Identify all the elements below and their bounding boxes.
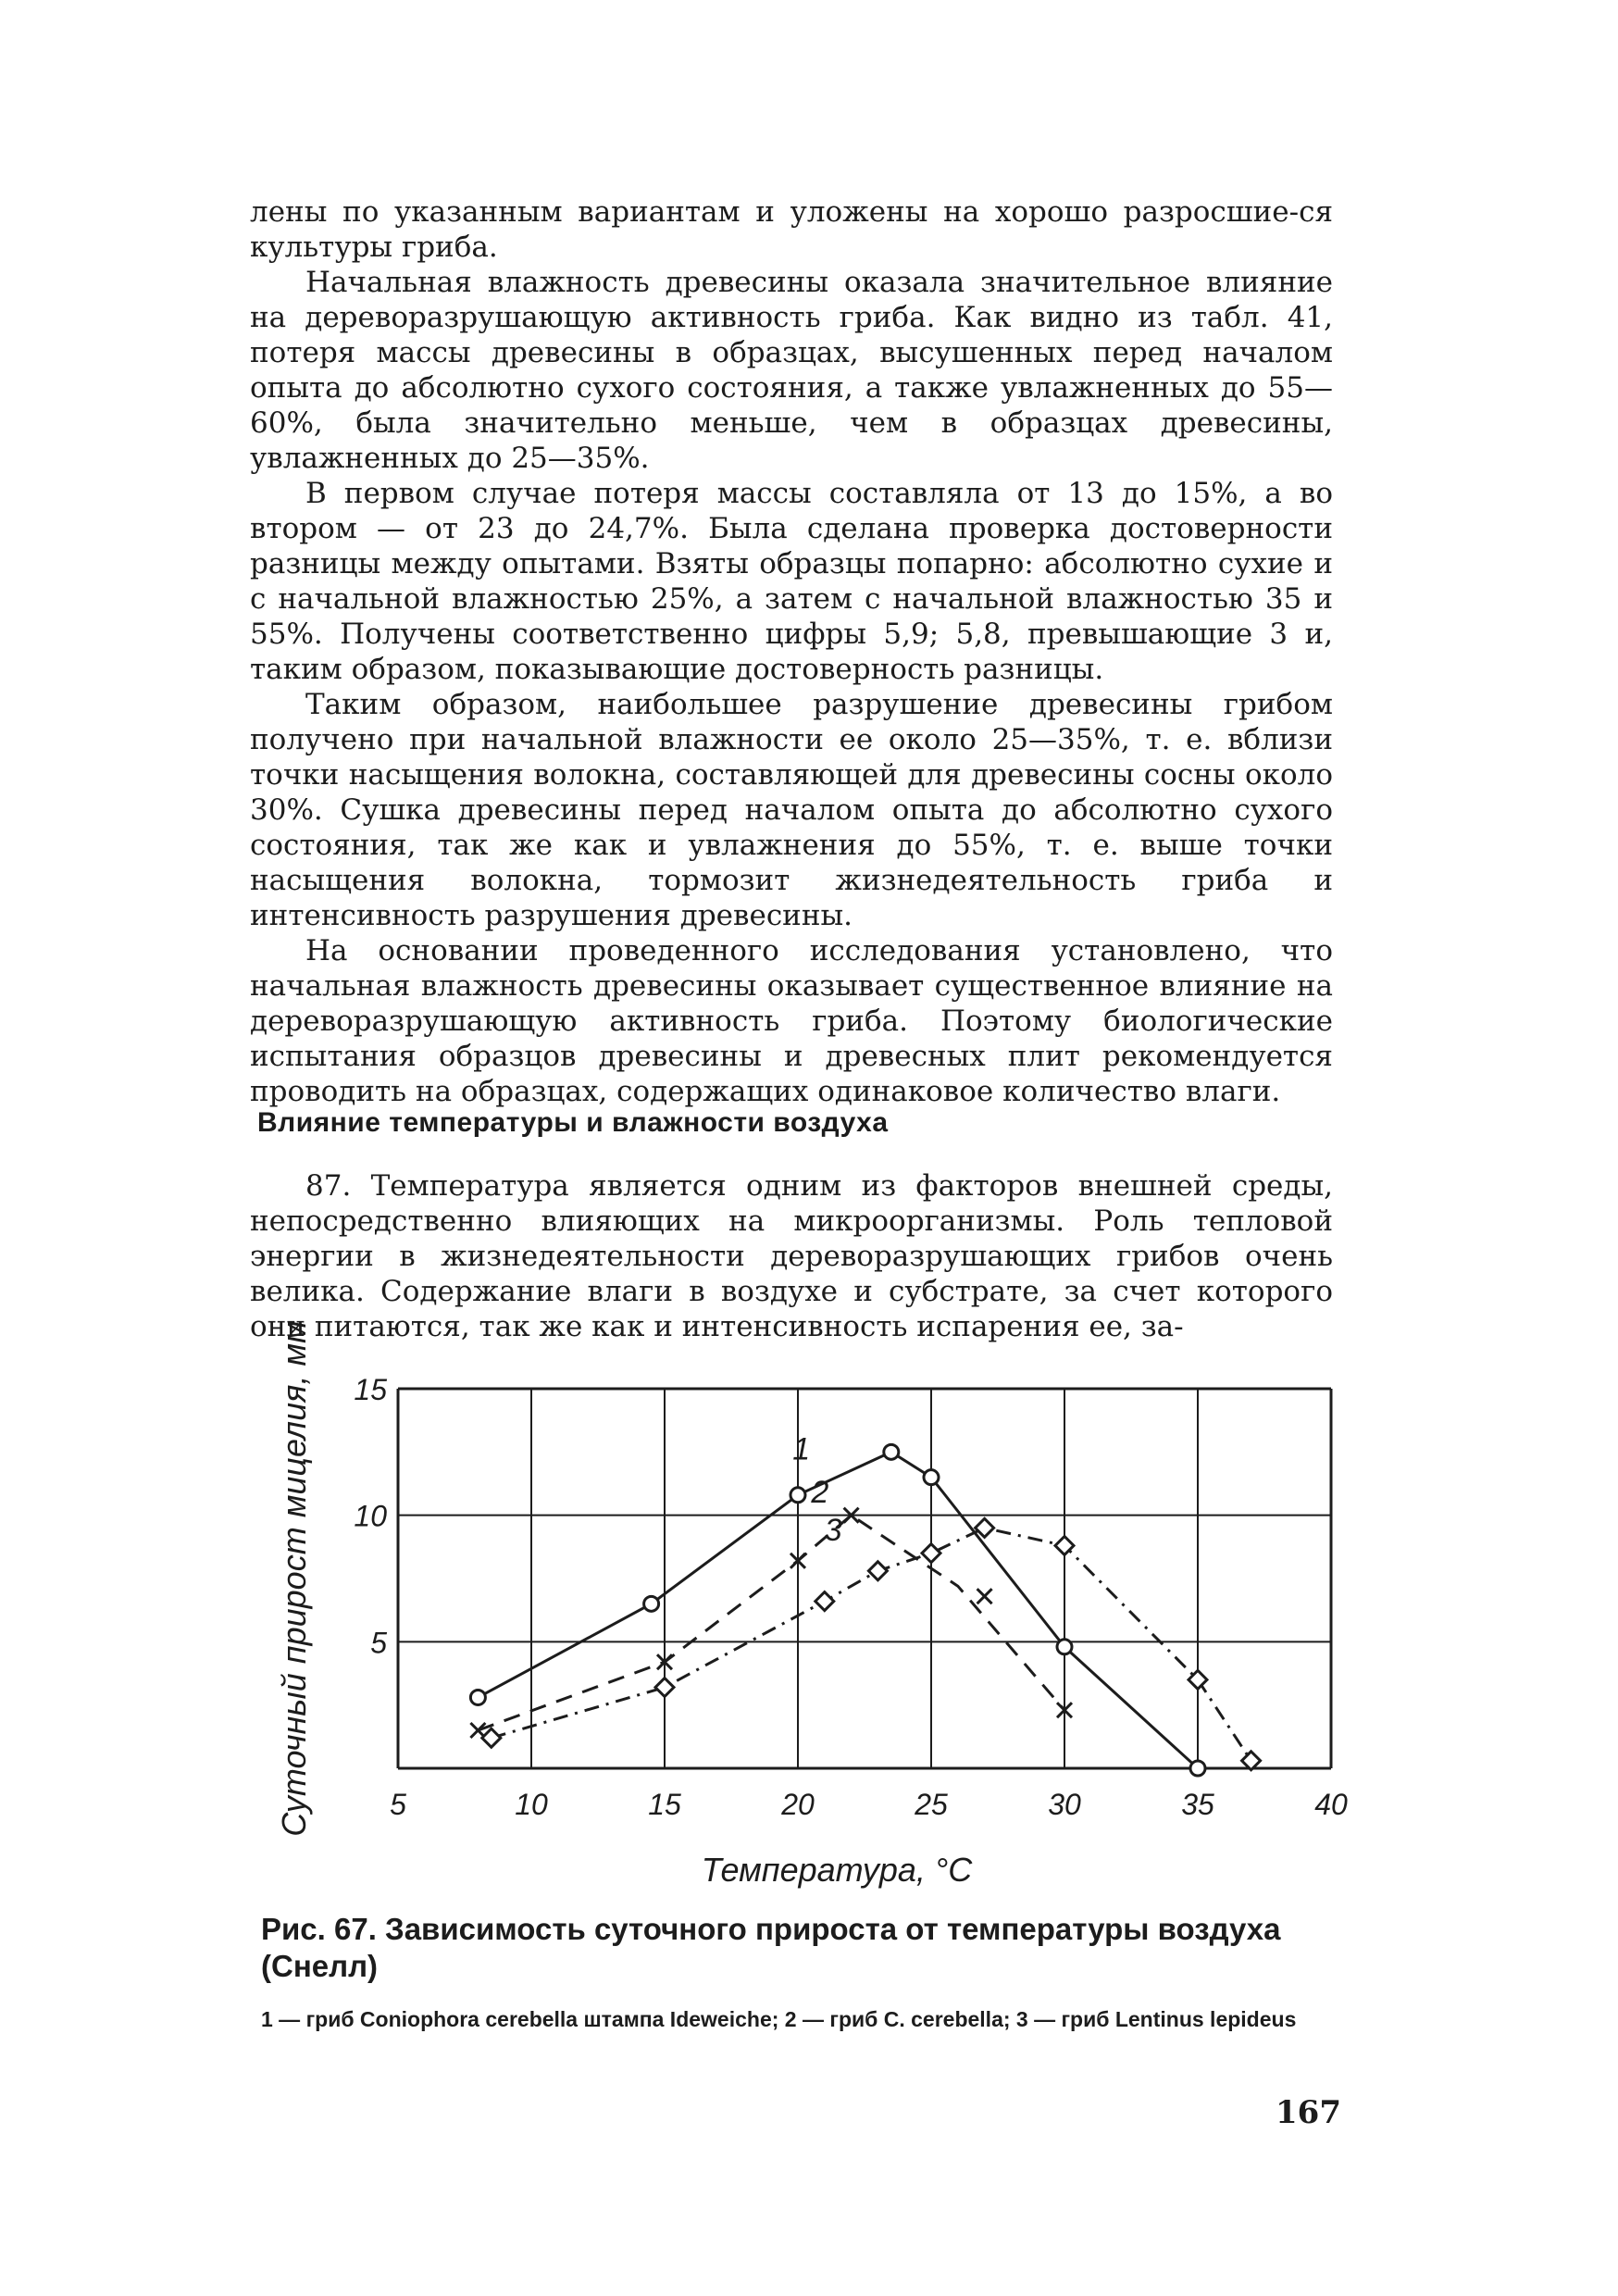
growth-temperature-chart xyxy=(268,1320,1348,1889)
chart-labels xyxy=(275,1320,1348,1889)
x-tick-label: 10 xyxy=(515,1788,548,1821)
paragraph-87: 87. Температура является одним из факторов внешней среды, непосредственно влияющих на микроорганизмы. Роль тепловой энергии в жизнедеятельности дереворазрушающих грибов очень велика. Содержание влаги в воздухе и субстрате, за счет которого они питаются, так же как и интенсивность испарения ее, за- xyxy=(250,1169,1333,1343)
point-series-1 xyxy=(924,1470,939,1485)
x-tick-label: 35 xyxy=(1181,1788,1214,1821)
chart-grid xyxy=(398,1389,1331,1768)
x-tick-label: 20 xyxy=(781,1788,815,1821)
x-axis-label: Температура, °С xyxy=(701,1851,973,1889)
body-text-87 xyxy=(250,1168,1333,1344)
paragraph-mass-loss: В первом случае потеря массы составляла от 13 до 15%, а во втором — от 23 до 24,7%. Была сделана проверка достоверности разницы между опытами. Взяты образцы попарно: абсолютно сухие и с начальной влажностью 25%, а затем с начальной влажностью 35 и 55%. Получены соответственно цифры 5,9; 5,8, превышающие 3 и, таким образом, показывающие достоверность разницы. xyxy=(250,477,1333,686)
series-line-1 xyxy=(478,1452,1198,1768)
series-line-2 xyxy=(478,1516,1064,1730)
point-series-3 xyxy=(482,1728,501,1747)
point-series-3 xyxy=(655,1678,674,1697)
x-tick-label: 25 xyxy=(915,1788,948,1821)
point-series-1 xyxy=(884,1444,899,1459)
paragraph-conclusion: На основании проведенного исследования установлено, что начальная влажность древесины оказывает существенное влияние на дереворазрушающую активность гриба. Поэтому биологические испытания образцов древесины и древесных плит рекомендуется проводить на образцах, содержащих одинаковое количество влаги. xyxy=(250,934,1333,1108)
figure-caption: Рис. 67. Зависимость суточного прироста от температуры воздуха (Снелл) xyxy=(261,1912,1281,1983)
paragraph-continuation: лены по указанным вариантам и уложены на хорошо разросшие-ся культуры гриба. xyxy=(250,195,1333,264)
point-series-1 xyxy=(644,1596,659,1611)
point-series-1 xyxy=(1190,1761,1205,1776)
paragraph-greatest-destruction: Таким образом, наибольшее разрушение древесины грибом получено при начальной влажности ее около 25—35%, т. е. вблизи точки насыщения волокна, составляющей для древесины сосны около 30%. Сушка древесины перед началом опыта до абсолютно сухого состояния, так же как и увлажнения до 55%, т. е. выше точки насыщения волокна, тормозит жизнедеятельность гриба и интенсивность разрушения древесины. xyxy=(250,688,1333,932)
series-label-2: 2 xyxy=(811,1475,829,1510)
series-label-3: 3 xyxy=(824,1513,842,1548)
paragraph-initial-moisture: Начальная влажность древесины оказала значительное влияние на дереворазрушающую активность гриба. Как видно из табл. 41, потеря массы древесины в образцах, высушенных перед началом опыта до абсолютно сухого состояния, а также увлажненных до 55—60%, была значительно меньше, чем в образцах древесины, увлажненных до 25—35%. xyxy=(250,266,1333,475)
x-tick-label: 15 xyxy=(648,1788,681,1821)
y-tick-label: 5 xyxy=(370,1626,387,1660)
x-tick-label: 30 xyxy=(1048,1788,1081,1821)
point-series-2 xyxy=(977,1589,992,1603)
series-line-3 xyxy=(492,1528,1251,1760)
point-series-1 xyxy=(1057,1640,1072,1654)
point-series-3 xyxy=(815,1592,834,1611)
series-label-1: 1 xyxy=(792,1431,811,1467)
body-text-top xyxy=(250,194,1333,1109)
point-series-3 xyxy=(976,1518,994,1537)
point-series-3 xyxy=(922,1544,940,1563)
point-series-3 xyxy=(868,1562,887,1580)
x-tick-label: 40 xyxy=(1314,1788,1348,1821)
y-tick-label: 10 xyxy=(354,1499,387,1533)
figure-legend-note: 1 — гриб Coniophora cerebella штампа Ideweiche; 2 — гриб C. cerebella; 3 — гриб Lentinus lepideus xyxy=(261,2007,1297,2031)
y-tick-label: 15 xyxy=(354,1373,387,1406)
point-series-1 xyxy=(790,1488,805,1503)
page-number: 167 xyxy=(1276,2094,1341,2131)
x-tick-label: 5 xyxy=(390,1788,406,1821)
chart-series xyxy=(470,1444,1260,1776)
y-axis-label: Суточный прирост мицелия, мм xyxy=(275,1320,313,1837)
point-series-1 xyxy=(470,1690,485,1704)
section-heading: Влияние температуры и влажности воздуха xyxy=(257,1107,889,1138)
